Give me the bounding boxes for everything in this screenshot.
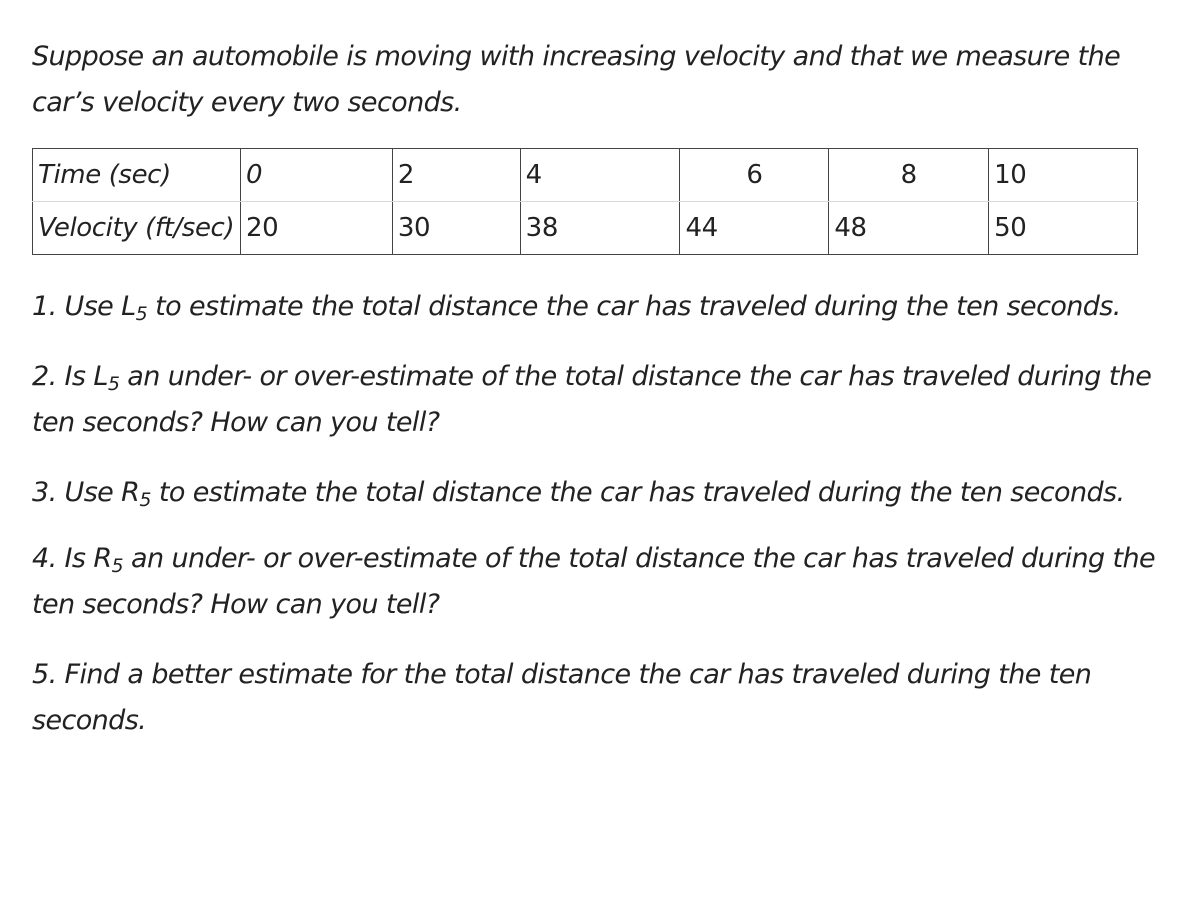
row-label-time: Time (sec) — [33, 149, 241, 202]
subscript: 5 — [135, 303, 148, 325]
table-cell: 8 — [829, 149, 989, 202]
intro-paragraph: Suppose an automobile is moving with increasing velocity and that we measure the car’s velocity every two seconds. — [32, 41, 1121, 118]
question-number: 3. — [32, 477, 57, 508]
table-cell: 6 — [680, 149, 829, 202]
question-number: 2. — [32, 361, 57, 392]
question-number: 1. — [32, 291, 57, 322]
table-cell: 10 — [989, 149, 1138, 202]
subscript: 5 — [107, 373, 120, 395]
table-cell: 48 — [829, 202, 989, 255]
question-text-start: Use R — [64, 477, 140, 508]
question-text-end: an under- or over-estimate of the total distance the car has traveled during the ten seconds? How can you tell? — [32, 543, 1155, 620]
table-cell: 44 — [680, 202, 829, 255]
question-4 — [32, 536, 1182, 628]
question-text-end: to estimate the total distance the car has traveled during the ten seconds. — [147, 291, 1121, 322]
table-cell: 38 — [520, 202, 680, 255]
question-text-start: Use L — [64, 291, 136, 322]
question-text-end: an under- or over-estimate of the total distance the car has traveled during the ten seconds? How can you tell? — [32, 361, 1152, 438]
row-label-velocity: Velocity (ft/sec) — [33, 202, 241, 255]
question-2 — [32, 354, 1182, 446]
subscript: 5 — [111, 555, 124, 577]
table-cell: 0 — [240, 149, 392, 202]
table-cell: 4 — [520, 149, 680, 202]
question-3 — [32, 470, 1182, 516]
table-cell: 50 — [989, 202, 1138, 255]
table-cell: 2 — [392, 149, 520, 202]
question-text: Find a better estimate for the total distance the car has traveled during the ten seconds. — [32, 659, 1092, 736]
table-cell: 30 — [392, 202, 520, 255]
table-cell: 20 — [240, 202, 392, 255]
question-text-start: Is R — [64, 543, 112, 574]
question-number: 4. — [32, 543, 57, 574]
subscript: 5 — [139, 489, 151, 511]
question-5 — [32, 652, 1182, 744]
table-row-velocity — [33, 202, 1138, 255]
question-text-start: Is L — [64, 361, 108, 392]
question-1 — [32, 284, 1182, 330]
question-number: 5. — [32, 659, 57, 690]
velocity-table — [32, 148, 1138, 255]
question-text-end: to estimate the total distance the car has traveled during the ten seconds. — [150, 477, 1125, 508]
table-row-time — [33, 149, 1138, 202]
